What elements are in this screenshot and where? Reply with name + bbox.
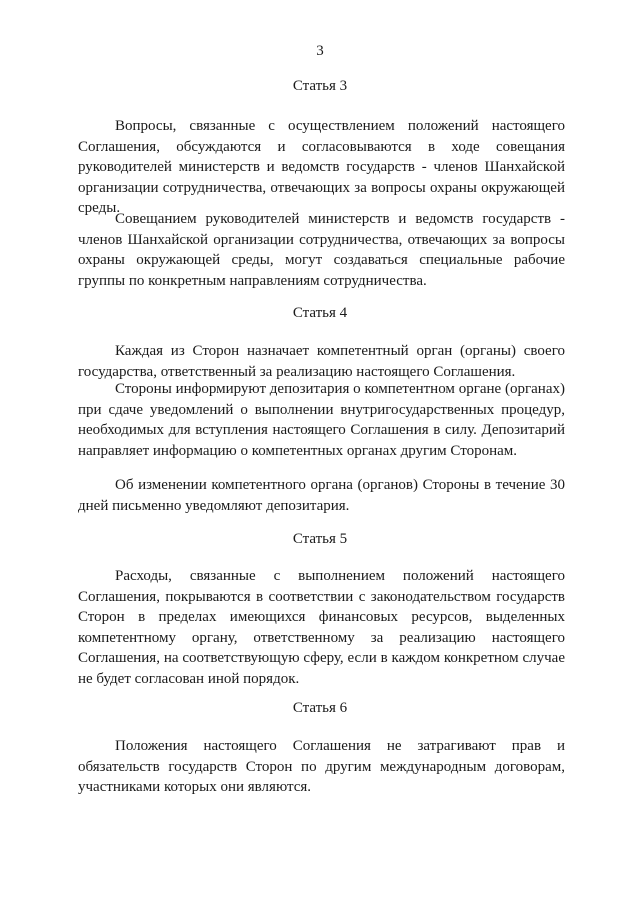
article-paragraph: Совещанием руководителей министерств и ведомств государств - членов Шанхайской организации сотрудничества, отвечающих за вопросы охраны окружающей среды, могут создаваться специальные рабочие группы по конкретным направлениям сотрудничества.: [78, 211, 565, 289]
article-heading: Статья 3: [292, 78, 348, 94]
article-heading: Статья 5: [292, 531, 348, 547]
article-heading: Статья 6: [292, 700, 348, 716]
article-paragraph: Об изменении компетентного органа (органов) Стороны в течение 30 дней письменно уведомляют депозитария.: [78, 477, 565, 514]
article-heading: Статья 4: [292, 305, 348, 321]
article-paragraph: Каждая из Сторон назначает компетентный орган (органы) своего государства, ответственный за реализацию настоящего Соглашения.: [78, 343, 565, 380]
article-paragraph: Положения настоящего Соглашения не затрагивают прав и обязательств государств Сторон по другим международным договорам, участниками которых они являются.: [78, 738, 565, 796]
article-paragraph: Стороны информируют депозитария о компетентном органе (органах) при сдаче уведомлений о выполнении внутригосударственных процедур, необходимых для вступления настоящего Соглашения в силу. Депозитарий направляет информацию о компетентных органах другим Сторонам.: [78, 381, 565, 459]
article-paragraph: Вопросы, связанные с осуществлением положений настоящего Соглашения, обсуждаются и согласовываются в ходе совещания руководителей министерств и ведомств государств - членов Шанхайской организации сотрудничества, отвечающих за вопросы охраны окружающей среды.: [78, 118, 565, 217]
page-number: 3: [316, 43, 324, 59]
article-paragraph: Расходы, связанные с выполнением положений настоящего Соглашения, покрываются в соответствии с законодательством государств Сторон в пределах имеющихся финансовых ресурсов, выделенных компетентному органу, ответственному за реализацию настоящего Соглашения, на соответствующую сферу, если в каждом конкретном случае не будет согласован иной порядок.: [78, 568, 565, 687]
